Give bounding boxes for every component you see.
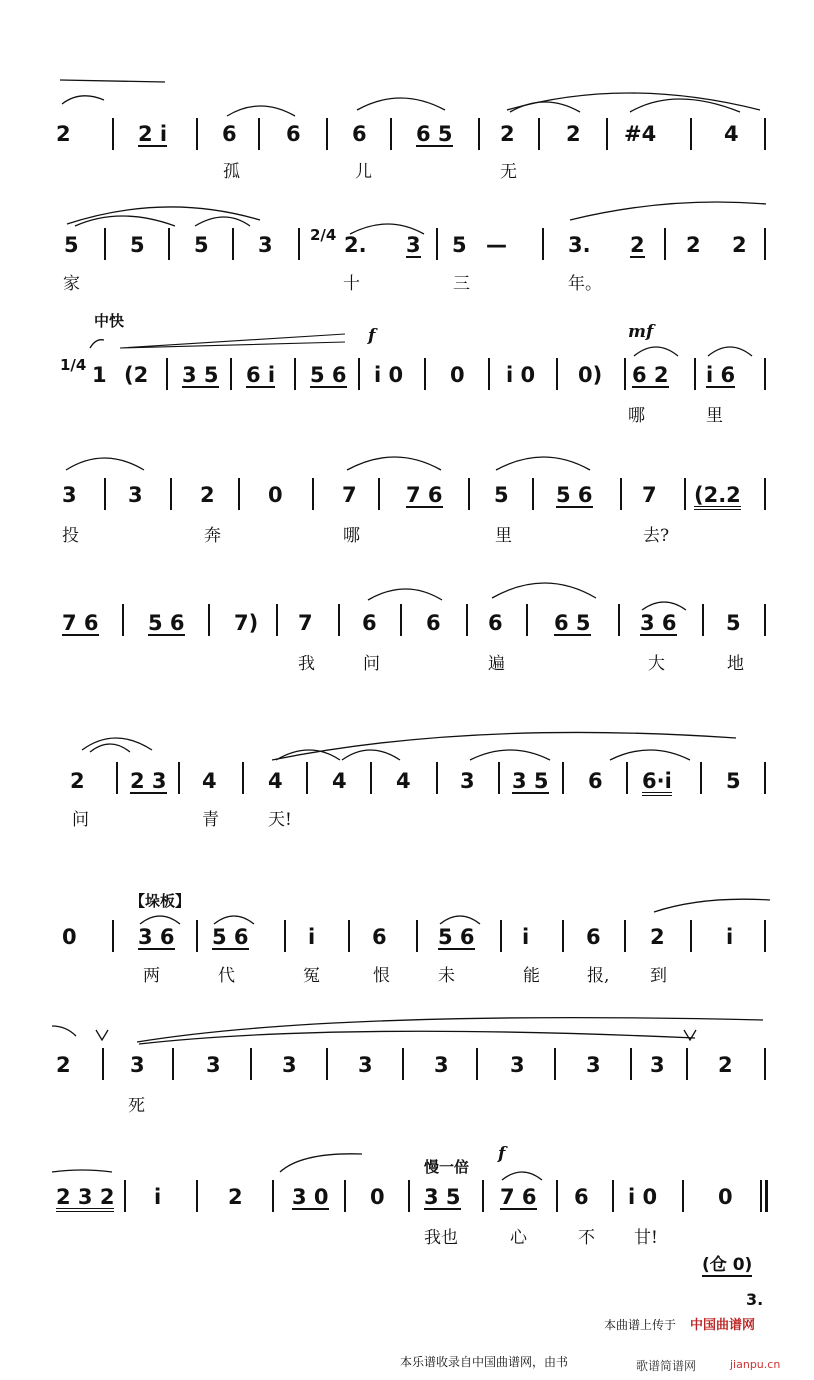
note-pair: 5 6 (148, 611, 185, 635)
note-accent: i 0 (628, 1185, 658, 1209)
note: 6 (426, 611, 441, 635)
barline (562, 762, 564, 794)
note: 6 (352, 122, 367, 146)
dash: — (486, 233, 507, 257)
note: 5 (64, 233, 79, 257)
barline (606, 118, 608, 150)
barline (538, 118, 540, 150)
note: 4 (202, 769, 217, 793)
lyric: 未 (438, 966, 455, 986)
lyric: 甘! (634, 1228, 658, 1248)
note: 3 (650, 1053, 665, 1077)
slur (355, 92, 450, 114)
site-url[interactable]: jianpu.cn (730, 1358, 781, 1371)
note: i (726, 925, 734, 949)
note: 0 (718, 1185, 733, 1209)
barline (232, 228, 234, 260)
lyric: 三 (453, 274, 470, 294)
note: 3 (128, 483, 143, 507)
barline (344, 1180, 346, 1212)
time-signature: 1/4 (60, 356, 87, 374)
lyric: 奔 (204, 526, 221, 546)
barline (116, 762, 118, 794)
note: 2 (200, 483, 215, 507)
note: 3 (406, 233, 421, 257)
tie (366, 582, 446, 604)
lyric: 哪 (628, 406, 645, 426)
note: 0 (370, 1185, 385, 1209)
barline (390, 118, 392, 150)
dynamic-mark: mf (628, 322, 654, 342)
slur (494, 450, 594, 474)
barline (166, 358, 168, 390)
note: #4 (624, 122, 657, 146)
barline (258, 118, 260, 150)
section-label: 【垛板】 (130, 892, 191, 910)
note: 5 (726, 769, 741, 793)
note: 2 (686, 233, 701, 257)
barline (196, 1180, 198, 1212)
barline (416, 920, 418, 952)
lyric: 十 (343, 274, 360, 294)
note: 3. (568, 233, 591, 257)
note: 6 (286, 122, 301, 146)
barline (436, 762, 438, 794)
final-barline (765, 1180, 768, 1212)
note: 2 (56, 1053, 71, 1077)
note-pair: 3 5 (182, 363, 219, 387)
tie-end (52, 1152, 312, 1176)
note-pair: 2 i (138, 122, 168, 146)
barline (178, 762, 180, 794)
tempo-marking: 中快 (94, 312, 125, 330)
tie (706, 340, 756, 358)
dynamic-mark: f (368, 326, 376, 346)
barline (104, 228, 106, 260)
lyric: 报, (587, 966, 610, 986)
note: (2 (124, 363, 149, 387)
note-pair: i 6 (706, 363, 736, 387)
note: 2 (228, 1185, 243, 1209)
barline (476, 1048, 478, 1080)
note-pair: 5 6 (438, 925, 475, 949)
note-pair: 7 6 (62, 611, 99, 635)
note-pair: 2 3 (130, 769, 167, 793)
barline (562, 920, 564, 952)
lyric: 遍 (488, 654, 505, 674)
lyric: 不 (578, 1228, 595, 1248)
barline (468, 478, 470, 510)
upload-note: 本曲谱上传于 (604, 1318, 677, 1332)
barline (630, 1048, 632, 1080)
barline (682, 1180, 684, 1212)
note: 4 (724, 122, 739, 146)
note: 3 (62, 483, 77, 507)
note-accent: 3 0 (292, 1185, 329, 1209)
lyric: 哪 (343, 526, 360, 546)
lyric: 恨 (373, 966, 390, 986)
barline (686, 1048, 688, 1080)
note: 4 (396, 769, 411, 793)
note-pair: 3 6 (138, 925, 175, 949)
note: 7 (642, 483, 657, 507)
note: 0 (268, 483, 283, 507)
note: 3 (130, 1053, 145, 1077)
barline (554, 1048, 556, 1080)
note: 1 (92, 363, 107, 387)
note: 6 (588, 769, 603, 793)
barline (626, 762, 628, 794)
barline (112, 118, 114, 150)
tie-end (52, 1024, 78, 1038)
note: 6 (586, 925, 601, 949)
note: 3 (358, 1053, 373, 1077)
barline (104, 478, 106, 510)
barline (250, 1048, 252, 1080)
barline (478, 118, 480, 150)
barline (466, 604, 468, 636)
barline (172, 1048, 174, 1080)
barline (196, 920, 198, 952)
lyric: 家 (63, 274, 80, 294)
breath-mark (680, 1028, 700, 1042)
lyric: 死 (128, 1096, 145, 1116)
note-group: 2 3 2 (56, 1186, 114, 1212)
note-accent: i 0 (506, 363, 536, 387)
note: 2 (500, 122, 515, 146)
barline (500, 920, 502, 952)
barline (298, 228, 300, 260)
note-accent: 6 (372, 925, 387, 949)
lyric: 年。 (568, 274, 602, 294)
note-pair: 3 5 (424, 1185, 461, 1209)
slur (65, 200, 265, 230)
note: i (154, 1185, 162, 1209)
barline (306, 762, 308, 794)
note-accent: i 0 (374, 363, 404, 387)
note: 5 (494, 483, 509, 507)
barline (276, 604, 278, 636)
barline (326, 1048, 328, 1080)
barline (370, 762, 372, 794)
lyric: 大 (648, 654, 665, 674)
barline (764, 118, 766, 150)
barline (764, 920, 766, 952)
barline (764, 1048, 766, 1080)
note: 0 (450, 363, 465, 387)
slur (60, 88, 110, 108)
note: 2 (56, 122, 71, 146)
barline (312, 478, 314, 510)
barline (102, 1048, 104, 1080)
note: 6 (574, 1185, 589, 1209)
barline (764, 358, 766, 390)
barline (170, 478, 172, 510)
tie (138, 910, 182, 926)
barline (424, 358, 426, 390)
note: 3 (282, 1053, 297, 1077)
note: 2 (650, 925, 665, 949)
note: 7) (234, 611, 259, 635)
note-pair: 6 5 (554, 611, 591, 635)
lyric: 投 (62, 526, 79, 546)
crescendo-line (90, 328, 350, 352)
note: 3 (258, 233, 273, 257)
page-number: 3. (746, 1290, 764, 1309)
slur (135, 1016, 765, 1046)
barline (402, 1048, 404, 1080)
lyric: 里 (495, 526, 512, 546)
slur (568, 200, 768, 224)
barline (702, 604, 704, 636)
slur (60, 76, 170, 86)
lyric: 两 (143, 966, 160, 986)
barline (358, 358, 360, 390)
collected-note: 本乐谱收录自中国曲谱网，由书 (400, 1355, 569, 1369)
breath-mark (92, 1028, 112, 1042)
barline (690, 920, 692, 952)
slur (652, 896, 772, 916)
tie (212, 910, 256, 926)
barline (208, 604, 210, 636)
note: 0 (62, 925, 77, 949)
note: 4 (332, 769, 347, 793)
barline (764, 604, 766, 636)
note-pair: 5 6 (556, 483, 593, 507)
note: 7 (342, 483, 357, 507)
barline (684, 478, 686, 510)
barline (482, 1180, 484, 1212)
barline (542, 228, 544, 260)
barline (620, 478, 622, 510)
lyric: 问 (72, 810, 89, 830)
note: 5 (194, 233, 209, 257)
note: 5 (726, 611, 741, 635)
tempo-marking: 慢一倍 (424, 1158, 470, 1176)
note: 2 (630, 233, 645, 257)
final-barline (760, 1180, 762, 1212)
barline (168, 228, 170, 260)
note: 3 (586, 1053, 601, 1077)
barline (238, 478, 240, 510)
time-signature: 2/4 (310, 226, 337, 244)
barline (242, 762, 244, 794)
lyric: 代 (218, 966, 235, 986)
slur (270, 730, 740, 764)
note-pair: 6 5 (416, 122, 453, 146)
lyric: 孤 (223, 162, 240, 182)
tie (640, 596, 690, 612)
barline (664, 228, 666, 260)
note-pair: 6·i (642, 770, 672, 796)
note-pair: 7 6 (406, 483, 443, 507)
note: 7 (298, 611, 313, 635)
barline (230, 358, 232, 390)
barline (348, 920, 350, 952)
barline (124, 1180, 126, 1212)
slur (64, 450, 149, 474)
tie (500, 1166, 544, 1182)
note-accent: i (308, 925, 316, 949)
note: 2. (344, 233, 367, 257)
note-pair: 3 6 (640, 611, 677, 635)
tie (225, 100, 300, 120)
barline (436, 228, 438, 260)
note-pair: 5 6 (310, 363, 347, 387)
note: 3 (510, 1053, 525, 1077)
ending-mark: (仓 0) (702, 1250, 752, 1277)
note: 3 (460, 769, 475, 793)
barline (624, 920, 626, 952)
barline (272, 1180, 274, 1212)
lyric: 我也 (424, 1228, 458, 1248)
barline (338, 604, 340, 636)
note-pair: 3 5 (512, 769, 549, 793)
note-pair: 6 2 (632, 363, 669, 387)
note: 3 (206, 1053, 221, 1077)
note-pair: 6 i (246, 363, 276, 387)
barline (526, 604, 528, 636)
barline (488, 358, 490, 390)
note: 6 (362, 611, 377, 635)
barline (122, 604, 124, 636)
tie (438, 910, 482, 926)
barline (764, 478, 766, 510)
note: 2 (732, 233, 747, 257)
barline (112, 920, 114, 952)
lyric: 青 (202, 810, 219, 830)
lyric: 到 (650, 966, 667, 986)
note-pair: 5 6 (212, 925, 249, 949)
lyric: 天! (268, 810, 292, 830)
barline (694, 358, 696, 390)
note: 2 (70, 769, 85, 793)
note: i (522, 925, 530, 949)
lyric: 儿 (355, 162, 372, 182)
lyric: 我 (298, 654, 315, 674)
barline (284, 920, 286, 952)
barline (294, 358, 296, 390)
lyric: 心 (510, 1228, 527, 1248)
barline (196, 118, 198, 150)
note-group: (2.2 (694, 484, 741, 510)
barline (378, 478, 380, 510)
site-logo: 中国曲谱网 (690, 1318, 756, 1333)
note: 4 (268, 769, 283, 793)
slur (80, 730, 160, 754)
lyric: 里 (706, 406, 723, 426)
barline (556, 358, 558, 390)
barline (532, 478, 534, 510)
barline (498, 762, 500, 794)
note: 2 (718, 1053, 733, 1077)
barline (326, 118, 328, 150)
barline (556, 1180, 558, 1212)
lyric: 无 (500, 162, 517, 182)
barline (700, 762, 702, 794)
barline (764, 228, 766, 260)
lyric: 冤 (303, 966, 320, 986)
barline (690, 118, 692, 150)
note: 0) (578, 363, 603, 387)
barline (618, 604, 620, 636)
barline (764, 762, 766, 794)
tie (632, 340, 682, 358)
note: 5 (130, 233, 145, 257)
barline (400, 604, 402, 636)
lyric: 去? (643, 526, 670, 546)
slur (490, 574, 600, 602)
note: 6 (222, 122, 237, 146)
barline (624, 358, 626, 390)
slur (345, 450, 445, 474)
note-accent: 7 6 (500, 1185, 537, 1209)
note: 6 (488, 611, 503, 635)
lyric: 地 (727, 654, 744, 674)
dynamic-mark: f (498, 1144, 506, 1164)
site-name: 歌谱简谱网 (636, 1359, 697, 1373)
note: 2 (566, 122, 581, 146)
note: 5 (452, 233, 467, 257)
lyric: 能 (523, 966, 540, 986)
lyric: 问 (363, 654, 380, 674)
slur (505, 86, 765, 116)
barline (612, 1180, 614, 1212)
note: 3 (434, 1053, 449, 1077)
barline (408, 1180, 410, 1212)
